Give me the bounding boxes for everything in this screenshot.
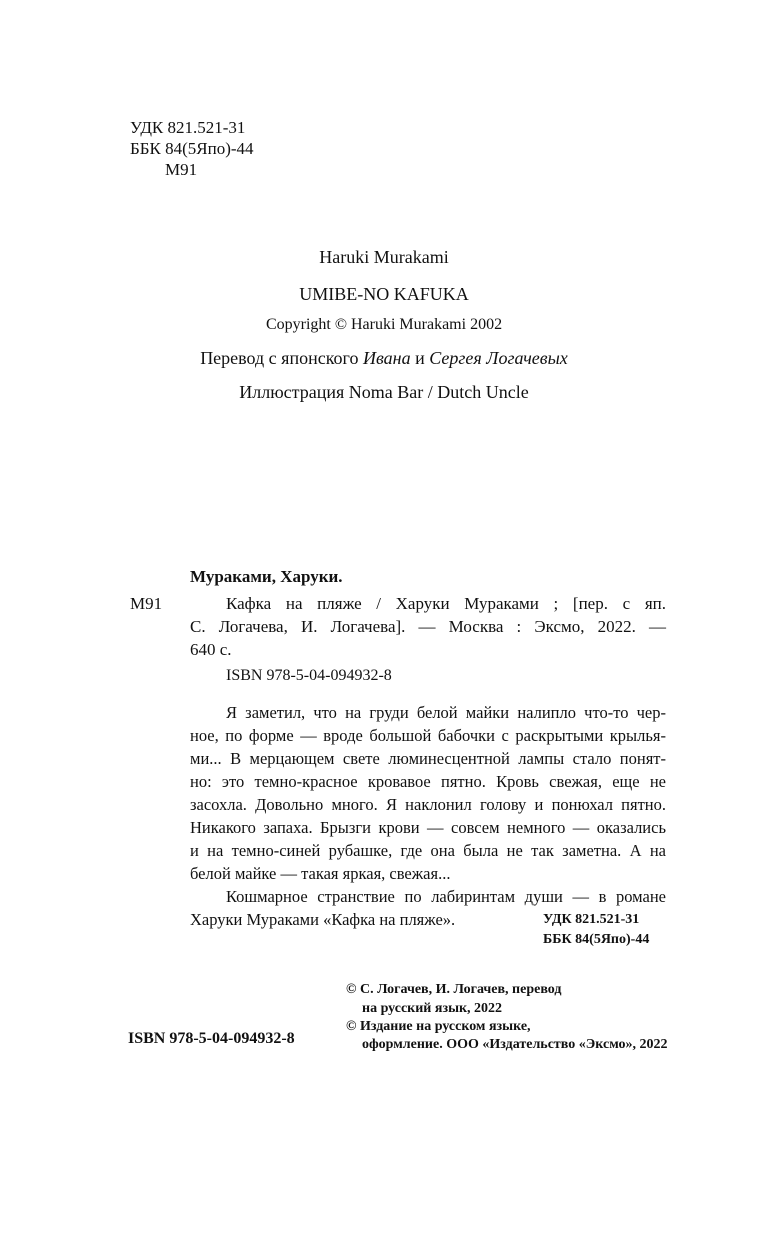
- copyright-line: Copyright © Haruki Murakami 2002: [265, 316, 503, 333]
- catalog-udk: УДК 821.521-31: [543, 912, 640, 927]
- translation-line: [0, 348, 768, 369]
- annotation-line: ми... В мерцающем свете люминесцентной лампы стало понят-: [190, 749, 666, 768]
- catalog-mark: М91: [130, 594, 163, 613]
- illustration-line: Иллюстрация Noma Bar / Dutch Uncle: [239, 382, 529, 402]
- annotation-line: Я заметил, что на груди белой майки налипло что-то чер-: [226, 703, 666, 722]
- copyright-translation: © С. Логачев, И. Логачев, перевод: [346, 982, 562, 997]
- annotation-line: Харуки Мураками «Кафка на пляже».: [190, 910, 456, 929]
- translation-prefix: Перевод с японского: [200, 348, 363, 368]
- annotation-line: Кошмарное странствие по лабиринтам души — в романе: [226, 887, 666, 906]
- entry-line: С. Логачева, И. Логачева]. — Москва : Эксмо, 2022. —: [190, 617, 666, 636]
- catalog-bbk: ББК 84(5Япо)-44: [543, 932, 650, 947]
- catalog-entry: [190, 592, 666, 661]
- entry-line: Кафка на пляже / Харуки Мураками ; [пер. с яп.: [226, 594, 666, 613]
- translation-and: и: [410, 348, 430, 368]
- copyright-edition-cont: оформление. ООО «Издательство «Эксмо», 2022: [362, 1037, 668, 1052]
- annotation-line: засохла. Довольно много. Я наклонил голову и понюхал пятно.: [190, 795, 666, 814]
- entry-line: 640 с.: [190, 640, 232, 659]
- translator-ivan: Ивана: [362, 348, 411, 368]
- original-author: Haruki Murakami: [319, 247, 449, 267]
- catalog-heading: Мураками, Харуки.: [190, 567, 343, 586]
- catalog-isbn: ISBN 978-5-04-094932-8: [226, 667, 392, 684]
- footer-isbn: ISBN 978-5-04-094932-8: [128, 1030, 295, 1047]
- annotation-line: ное, по форме — вроде большой бабочки с раскрытыми крылья-: [190, 726, 666, 745]
- translator-sergey: Сергея Логачевых: [429, 348, 568, 368]
- copyright-translation-cont: на русский язык, 2022: [362, 1001, 503, 1016]
- annotation-line: Никакого запаха. Брызги крови — совсем немного — оказались: [190, 818, 666, 837]
- annotation: [190, 701, 666, 931]
- copyright-edition: © Издание на русском языке,: [346, 1019, 531, 1034]
- annotation-line: белой майке — такая яркая, свежая...: [190, 864, 451, 883]
- original-title: UMIBE-NO KAFUKA: [299, 284, 469, 304]
- annotation-line: и на темно-синей рубашке, где она была не так заметна. А на: [190, 841, 666, 860]
- author-mark: М91: [165, 160, 198, 179]
- annotation-line: но: это темно-красное кровавое пятно. Кровь свежая, еще не: [190, 772, 666, 791]
- udk-code: УДК 821.521-31: [130, 118, 246, 137]
- bbk-code: ББК 84(5Япо)-44: [130, 139, 254, 158]
